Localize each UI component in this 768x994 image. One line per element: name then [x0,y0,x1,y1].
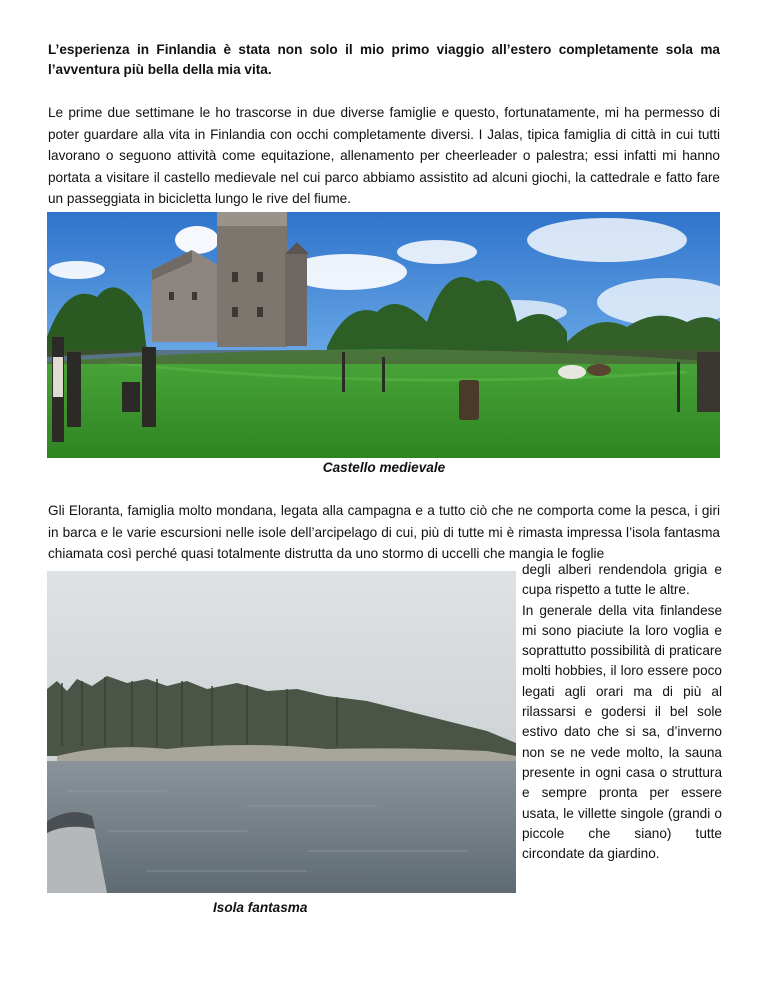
caption-castle: Castello medievale [322,460,446,475]
castle-photo [47,212,720,458]
side-column [522,560,722,864]
caption-island: Isola fantasma [213,900,308,915]
families-paragraph: Le prime due settimane le ho trascorse in due diverse famiglie e questo, fortunatamente, mi ha permesso di poter guardare alla vita in Finlandia con occhi completamente diversi. I Jalas, tipica famiglia di città in cui tutti lavorano o seguono attività come equitazione, allenamento per cheerleader o palestra; essi infatti mi hanno portata a visitare il castello medievale nel cui parco abbiamo assistito ad alcuni giochi, la cattedrale e fatto fare un passeggiata in bicicletta lungo le rive del fiume. [48,105,720,206]
island-photo [47,571,516,893]
eloranta-paragraph: Gli Eloranta, famiglia molto mondana, legata alla campagna e a tutto ciò che ne comporta come la pesca, i giri in barca e le varie escursioni nelle isole dell’arcipelago di cui, più di tutte mi è rimasta impressa l’isola fantasma chiamata così perché quasi totalmente distrutta da uno stormo di uccelli che mangia le foglie [48,503,720,561]
eloranta-paragraph-continued: degli alberi rendendola grigia e cupa rispetto a tutte le altre. [522,562,722,598]
intro-paragraph: L’esperienza in Finlandia è stata non solo il mio primo viaggio all’estero completamente sola ma l’avventura più bella della mia vita. [48,42,720,77]
finnish-life-paragraph: In generale della vita finlandese mi sono piaciute la loro voglia e soprattutto possibilità di praticare molti hobbies, il loro essere poco legati agli orari ma di più al rilassarsi e godersi il bel sole estivo dato che si sa, d’inverno non se ne vede molto, la sauna presente in ogni casa o struttura e sempre pronta per essere usata, le villette singole (grandi o piccole che siano) tutte circondate da giardino. [522,602,722,862]
